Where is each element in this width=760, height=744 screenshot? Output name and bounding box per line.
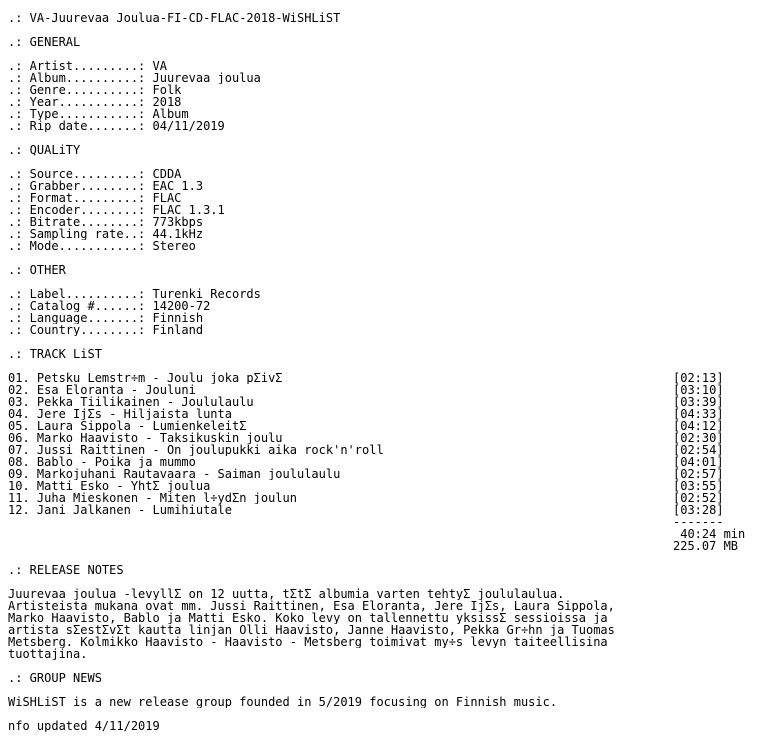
track-row bbox=[8, 492, 752, 504]
track-title: 01. Petsku Lemstr÷m - Joulu joka pΣivΣ bbox=[8, 372, 283, 384]
track-title: 10. Matti Esko - YhtΣ joulua bbox=[8, 480, 211, 492]
quality-grabber-line: .: Grabber........: EAC 1.3 bbox=[8, 180, 204, 192]
nfo-document bbox=[8, 12, 752, 738]
track-title: 02. Esa Eloranta - Jouluni bbox=[8, 384, 196, 396]
release-notes-line: Metsberg. Kolmikko Haavisto - Haavisto - Metsberg toimivat my÷s levyn taiteellisina bbox=[8, 636, 608, 648]
track-title: 06. Marko Haavisto - Taksikuskin joulu bbox=[8, 432, 283, 444]
release-title: .: VA-Juurevaa_Joulua-FI-CD-FLAC-2018-WiSHLiST bbox=[8, 12, 341, 24]
general-genre-line: .: Genre..........: Folk bbox=[8, 84, 182, 96]
tracklist-header: .: TRACK LiST bbox=[8, 348, 102, 360]
track-title: 08. Bablo - Poika ja mummo bbox=[8, 456, 196, 468]
general-header: .: GENERAL bbox=[8, 36, 81, 48]
other-header: .: OTHER bbox=[8, 264, 66, 276]
track-duration: [04:33] bbox=[673, 408, 724, 420]
release-notes-line: Artisteista mukana ovat mm. Jussi Raittinen, Esa Eloranta, Jere IjΣs, Laura Sippola, bbox=[8, 600, 615, 612]
track-duration: [04:01] bbox=[673, 456, 724, 468]
track-duration: [02:30] bbox=[673, 432, 724, 444]
quality-format-line: .: Format.........: FLAC bbox=[8, 192, 182, 204]
track-row bbox=[8, 456, 752, 468]
track-duration: [03:10] bbox=[673, 384, 724, 396]
group-news-header: .: GROUP NEWS bbox=[8, 672, 102, 684]
quality-mode-line: .: Mode...........: Stereo bbox=[8, 240, 196, 252]
other-country-line: .: Country........: Finland bbox=[8, 324, 204, 336]
track-title: 11. Juha Mieskonen - Miten l÷ydΣn joulun bbox=[8, 492, 297, 504]
track-row bbox=[8, 504, 752, 516]
quality-bitrate-line: .: Bitrate........: 773kbps bbox=[8, 216, 204, 228]
track-duration: [02:13] bbox=[673, 372, 724, 384]
other-label-line: .: Label..........: Turenki Records bbox=[8, 288, 261, 300]
track-duration: [02:54] bbox=[673, 444, 724, 456]
general-type-line: .: Type...........: Album bbox=[8, 108, 189, 120]
other-language-line: .: Language.......: Finnish bbox=[8, 312, 204, 324]
release-notes-header: .: RELEASE NOTES bbox=[8, 564, 124, 576]
quality-source-line: .: Source.........: CDDA bbox=[8, 168, 182, 180]
general-year-line: .: Year...........: 2018 bbox=[8, 96, 182, 108]
quality-encoder-line: .: Encoder........: FLAC 1.3.1 bbox=[8, 204, 225, 216]
track-row bbox=[8, 384, 752, 396]
track-title: 05. Laura Sippola - LumienkeleitΣ bbox=[8, 420, 247, 432]
track-duration: [04:12] bbox=[673, 420, 724, 432]
nfo-updated-line: nfo updated 4/11/2019 bbox=[8, 720, 160, 732]
release-notes-line: tuottajina. bbox=[8, 648, 88, 660]
quality-header: .: QUALiTY bbox=[8, 144, 81, 156]
track-title: 03. Pekka Tiilikainen - Joululaulu bbox=[8, 396, 254, 408]
track-duration: [03:39] bbox=[673, 396, 724, 408]
track-row bbox=[8, 408, 752, 420]
release-notes-line: Juurevaa joulua -levyllΣ on 12 uutta, tΣtΣ albumia varten tehtyΣ joululaulua. bbox=[8, 588, 565, 600]
track-row bbox=[8, 432, 752, 444]
track-row bbox=[8, 372, 752, 384]
general-rip-date-line: .: Rip date.......: 04/11/2019 bbox=[8, 120, 225, 132]
track-row bbox=[8, 444, 752, 456]
track-duration: [02:52] bbox=[673, 492, 724, 504]
track-title: 04. Jere IjΣs - Hiljaista lunta bbox=[8, 408, 232, 420]
other-catalog-line: .: Catalog #......: 14200-72 bbox=[8, 300, 211, 312]
track-row bbox=[8, 396, 752, 408]
track-row bbox=[8, 480, 752, 492]
release-notes-line: Marko Haavisto, Bablo ja Matti Esko. Koko levy on tallennettu yksissΣ sessioissa ja bbox=[8, 612, 608, 624]
track-duration: [03:55] bbox=[673, 480, 724, 492]
general-album-line: .: Album..........: Juurevaa joulua bbox=[8, 72, 261, 84]
track-title: 12. Jani Jalkanen - Lumihiutale bbox=[8, 504, 232, 516]
group-news-text: WiSHLiST is a new release group founded in 5/2019 focusing on Finnish music. bbox=[8, 696, 558, 708]
quality-sampling-rate-line: .: Sampling rate..: 44.1kHz bbox=[8, 228, 204, 240]
total-size: 225.07 MB bbox=[673, 540, 739, 552]
track-duration: [03:28] bbox=[673, 504, 724, 516]
track-title: 09. Markojuhani Rautavaara - Saiman joululaulu bbox=[8, 468, 341, 480]
tracklist-separator: ------- bbox=[673, 516, 724, 528]
track-duration: [02:57] bbox=[673, 468, 724, 480]
total-playtime: 40:24 min bbox=[673, 528, 746, 540]
general-artist-line: .: Artist.........: VA bbox=[8, 60, 167, 72]
track-row bbox=[8, 468, 752, 480]
track-title: 07. Jussi Raittinen - On joulupukki aika rock'n'roll bbox=[8, 444, 384, 456]
track-row bbox=[8, 420, 752, 432]
release-notes-line: artista sΣestΣvΣt kautta linjan Olli Haavisto, Janne Haavisto, Pekka Gr÷hn ja Tuomas bbox=[8, 624, 615, 636]
